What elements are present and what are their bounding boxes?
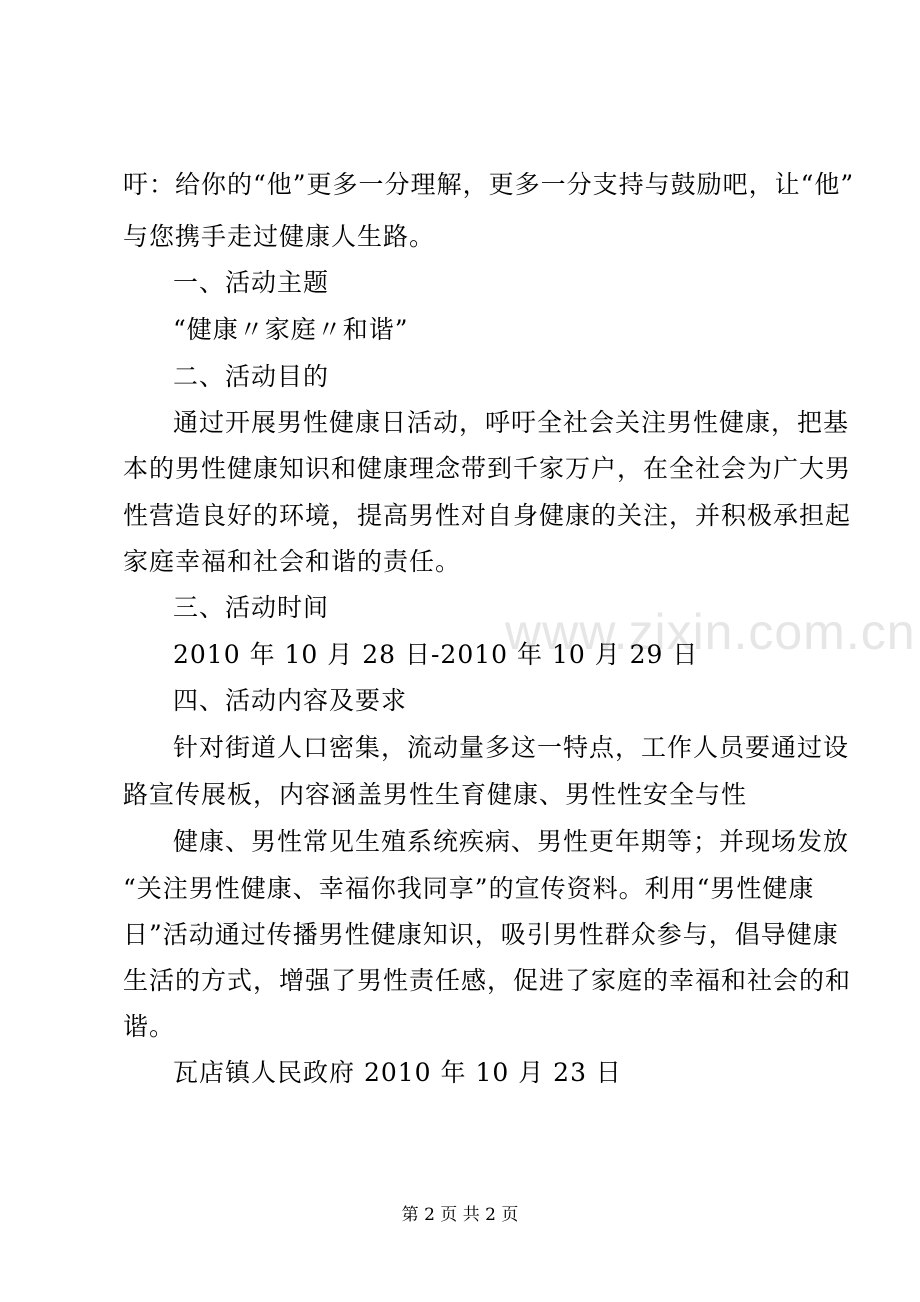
body-text-line: 路宣传展板，内容涵盖男性生育健康、男性性安全与性 xyxy=(123,780,748,809)
body-text-line: 本的男性健康知识和健康理念带到千家万户，在全社会为广大男 xyxy=(123,454,852,483)
section-heading: 三、活动时间 xyxy=(173,593,330,622)
body-text-line: 家庭幸福和社会和谐的责任。 xyxy=(123,547,462,576)
body-text-line: 生活的方式，增强了男性责任感，促进了家庭的幸福和社会的和 xyxy=(123,966,852,995)
body-text-line: 与您携手走过健康人生路。 xyxy=(123,222,436,251)
signature-line: 瓦店镇人民政府 2010 年 10 月 23 日 xyxy=(173,1058,622,1087)
body-text-line: 针对街道人口密集，流动量多这一特点，工作人员要通过设 xyxy=(173,733,850,762)
body-text-line: 日”活动通过传播男性健康知识，吸引男性群众参与，倡导健康 xyxy=(123,920,839,949)
body-text-line: 吁：给你的“他”更多一分理解，更多一分支持与鼓励吧，让“他” xyxy=(123,170,855,199)
page-footer: 第 2 页 共 2 页 xyxy=(401,1205,519,1225)
section-heading: 四、活动内容及要求 xyxy=(173,686,408,715)
body-text-line: “健康〃家庭〃和谐” xyxy=(173,315,409,344)
body-text-line: “关注男性健康、幸福你我同享”的宣传资料。利用“男性健康 xyxy=(123,874,815,903)
body-text-line: 2010 年 10 月 28 日-2010 年 10 月 29 日 xyxy=(173,640,699,669)
body-text-line: 健康、男性常见生殖系统疾病、男性更年期等；并现场发放 xyxy=(173,827,850,856)
body-text-line: 通过开展男性健康日活动，呼吁全社会关注男性健康，把基 xyxy=(173,408,850,437)
section-heading: 二、活动目的 xyxy=(173,362,330,391)
watermark: www.zixin.com.cn xyxy=(505,604,916,660)
body-text-line: 谐。 xyxy=(123,1012,176,1041)
section-heading: 一、活动主题 xyxy=(173,268,330,297)
body-text-line: 性营造良好的环境，提高男性对自身健康的关注，并积极承担起 xyxy=(123,501,852,530)
